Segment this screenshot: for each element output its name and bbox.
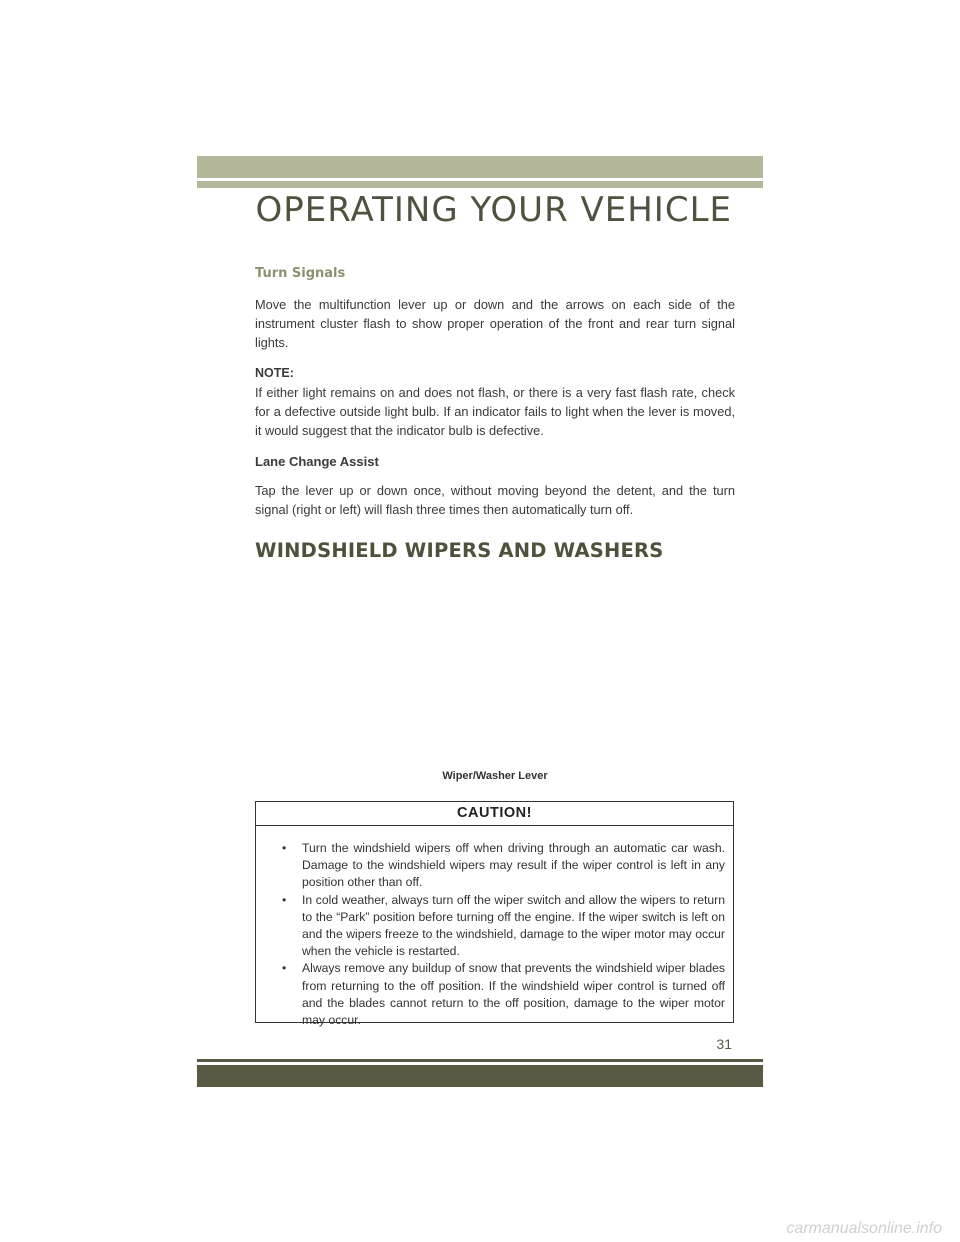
caution-item bbox=[282, 960, 725, 1029]
bullet-icon: • bbox=[282, 892, 287, 907]
figure-caption: Wiper/Washer Lever bbox=[442, 770, 548, 782]
note-text: If either light remains on and does not flash, or there is a very fast flash rate, check for a defective outside light bulb. If an indicator fails to light when the lever is moved, it would suggest that the indicator bulb is defective. bbox=[255, 385, 735, 438]
caution-item-text: Turn the windshield wipers off when driving through an automatic car wash. Damage to the windshield wipers may result if the wiper control is left in any position other than off. bbox=[302, 841, 725, 890]
wipers-heading: WINDSHIELD WIPERS AND WASHERS bbox=[255, 539, 664, 562]
footer-bar bbox=[197, 1065, 763, 1087]
turn-signals-paragraph: Move the multifunction lever up or down and the arrows on each side of the instrument cluster flash to show proper operation of the front and rear turn signal lights. bbox=[255, 297, 735, 350]
bullet-icon: • bbox=[282, 841, 287, 855]
header-bar-thin bbox=[197, 181, 763, 188]
caution-title: CAUTION! bbox=[256, 802, 733, 826]
caution-item-text: Always remove any buildup of snow that prevents the windshield wiper blades from returning to the off position. If the windshield wiper control is turned off and the blades cannot return to the off position, damage to the wiper motor may occur. bbox=[302, 961, 725, 1028]
caution-list bbox=[256, 826, 733, 1029]
caution-item-text: In cold weather, always turn off the wiper switch and allow the wipers to return to the “Park” position before turning off the engine. If the wiper switch is left on and the wipers freeze to the windshield, damage to the wiper motor may occur when the vehicle is restarted. bbox=[302, 892, 725, 959]
caution-box bbox=[255, 801, 734, 1028]
lane-change-assist-paragraph: Tap the lever up or down once, without moving beyond the detent, and the turn signal (right or left) will flash three times then automatically turn off. bbox=[255, 483, 735, 517]
caution-item bbox=[282, 892, 725, 961]
bullet-icon: • bbox=[282, 961, 287, 976]
watermark: carmanualsonline.info bbox=[786, 1220, 942, 1237]
caution-item bbox=[282, 840, 725, 892]
note-label: NOTE: bbox=[255, 366, 294, 380]
page-number: 31 bbox=[716, 1036, 732, 1052]
footer-bar-thin bbox=[197, 1059, 763, 1062]
lane-change-assist-heading: Lane Change Assist bbox=[255, 454, 379, 469]
wiper-lever-figure bbox=[255, 540, 735, 765]
section-title: OPERATING YOUR VEHICLE bbox=[255, 190, 732, 230]
turn-signals-heading: Turn Signals bbox=[255, 266, 346, 281]
header-bar bbox=[197, 156, 763, 178]
main-content bbox=[255, 266, 735, 562]
